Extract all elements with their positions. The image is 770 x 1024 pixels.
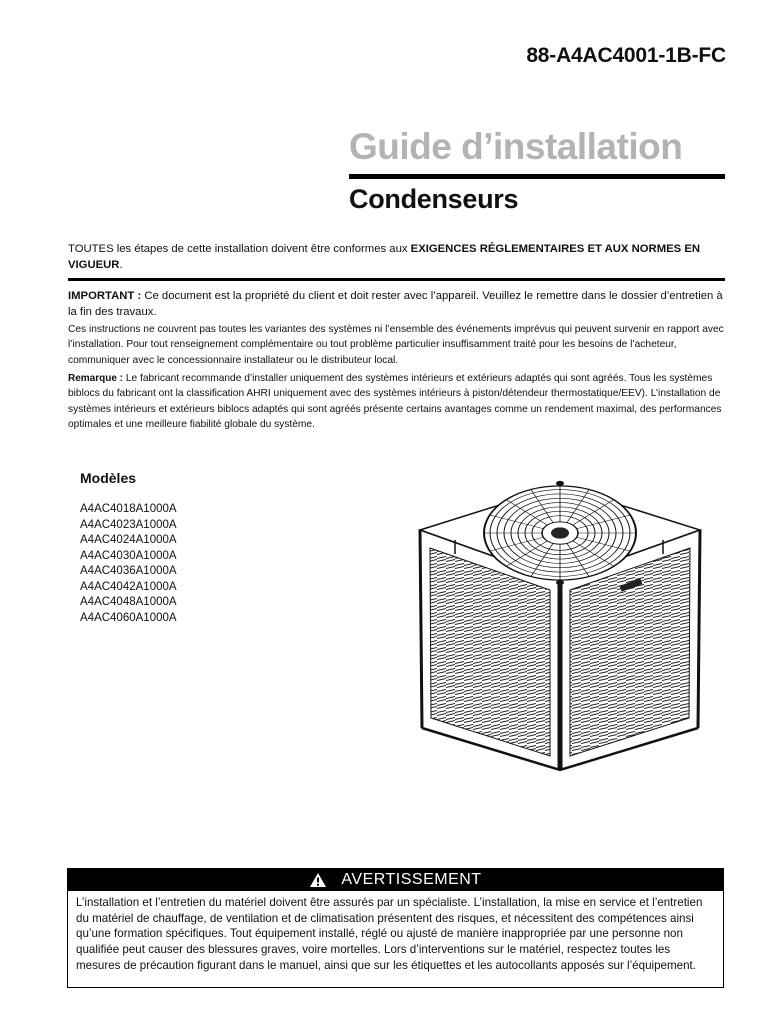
page-title: Guide d’installation (349, 126, 683, 167)
requirements-paragraph (68, 241, 728, 273)
condenser-unit-illustration (410, 478, 710, 778)
model-item: A4AC4018A1000A (80, 503, 177, 515)
models-list (80, 502, 177, 626)
document-number: 88-A4AC4001-1B-FC (526, 44, 726, 67)
model-item: A4AC4042A1000A (80, 580, 177, 593)
warning-box (67, 868, 724, 988)
page-subtitle: Condenseurs (349, 184, 519, 214)
important-text: Ce document est la propriété du client et doit rester avec l’appareil. Veuillez le remettre dans le dossier d’entretien à la fin des travaux. (68, 290, 723, 318)
model-item: A4AC4023A1000A (80, 518, 177, 531)
model-item: A4AC4030A1000A (80, 549, 177, 562)
model-item: A4AC4060A1000A (80, 611, 177, 624)
note-paragraph (68, 371, 732, 432)
requirements-suffix: . (119, 259, 123, 271)
warning-text: L’installation et l’entretien du matériel doivent être assurés par un spécialiste. L’installation, la mise en service et l’entretien du matériel de chauffage, de ventilation et de climatisation présentent des risques, et nécessitent des compétences ainsi qu’une formation spécifiques. Tout équipement installé, réglé ou ajusté de manière inappropriée par une personne non qualifiée peut causer des blessures graves, voire mortelles. Lors d’interventions sur le matériel, respectez toutes les mesures de précaution figurant dans le manuel, ainsi que sur les étiquettes et les autocollants apposés sur l’équipement. (76, 896, 703, 972)
models-title: Modèles (80, 470, 137, 486)
warning-triangle-icon (309, 872, 327, 888)
note-text: Le fabricant recommande d’installer uniquement des systèmes intérieurs et extérieurs adaptés qui sont agréés. Tous les systèmes biblocs du fabricant ont la classification AHRI uniquement avec des systèmes intérieurs à piston/détendeur thermostatique/EEV). L’installation de systèmes intérieurs et extérieurs biblocs adaptés qui sont agréés présente certains avantages comme un rendement maximal, des performances optimales et une meilleure fiabilité globale du système. (68, 373, 722, 430)
title-divider (349, 174, 725, 179)
model-item: A4AC4036A1000A (80, 565, 177, 577)
model-item: A4AC4048A1000A (80, 596, 177, 608)
requirements-bold-text: EXIGENCES RÉGLEMENTAIRES ET AUX NORMES EN VIGUEUR (68, 243, 701, 271)
important-label: IMPORTANT : (68, 290, 142, 302)
warning-title: AVERTISSEMENT (341, 871, 482, 888)
requirements-text: TOUTES les étapes de cette installation doivent être conformes aux (68, 243, 411, 255)
note-label: Remarque : (68, 373, 124, 384)
instructions-paragraph: Ces instructions ne couvrent pas toutes les variantes des systèmes ni l’ensemble des événements imprévus qui peuvent survenir en rapport avec l’installation. Pour tout renseignement complémentaire ou tout problème particulier insuffisamment traité pour les besoins de l’acheteur, communiquer avec le concessionnaire installateur ou le distributeur local. (68, 324, 724, 366)
model-item: A4AC4024A1000A (80, 534, 177, 546)
important-paragraph (68, 289, 730, 320)
section-divider (68, 278, 725, 281)
warning-header (68, 869, 723, 891)
